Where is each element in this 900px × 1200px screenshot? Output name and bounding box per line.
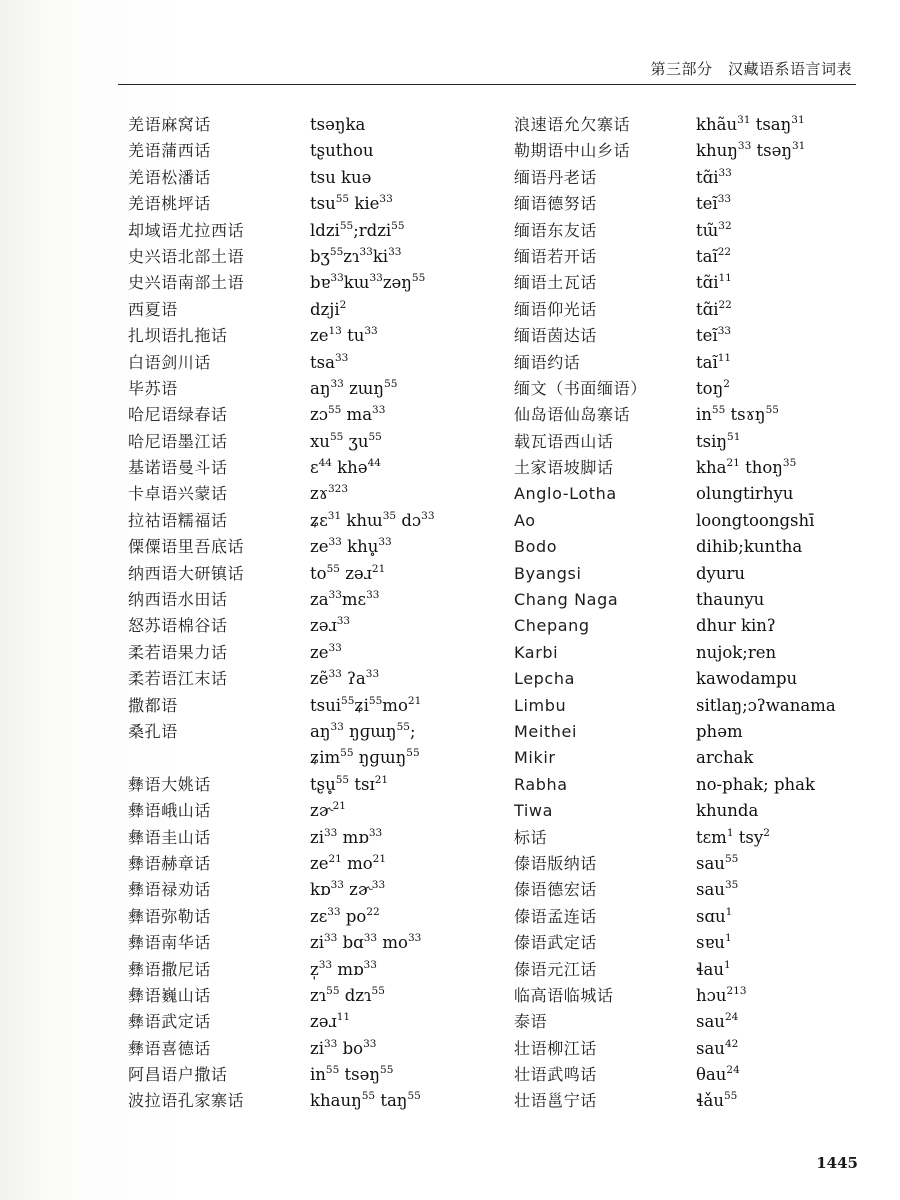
word-entry xyxy=(128,165,508,191)
word-form: $za^{33}mɛ^{33}$ xyxy=(310,589,380,610)
language-name: 羌语蒲西话 xyxy=(128,141,212,161)
language-name: Meithei xyxy=(514,721,577,741)
language-name: Byangsi xyxy=(514,563,582,583)
language-name: 羌语麻窝话 xyxy=(128,115,212,134)
word-form: $tɑ̃i^{11}$ xyxy=(696,272,732,293)
word-entry xyxy=(514,534,864,560)
word-form: sɑu$^1$ xyxy=(696,905,733,926)
language-name: 傣语版纳话 xyxy=(514,853,598,873)
word-entry xyxy=(128,534,508,560)
word-entry xyxy=(514,297,864,323)
word-form: θau$^{24}$ xyxy=(696,1064,740,1085)
word-entry xyxy=(128,587,508,613)
word-entry xyxy=(514,191,864,217)
word-entry xyxy=(514,429,864,455)
word-form: khuŋ$^{33}$ tsəŋ$^{31}$ xyxy=(696,140,806,161)
word-entry xyxy=(514,138,864,164)
word-form: zɿ$^{55}$ dzɿ$^{55}$ xyxy=(310,984,385,1005)
word-form: taĩ$^{11}$ xyxy=(696,351,732,372)
word-form: tsəŋka xyxy=(310,115,366,134)
word-form: $ze^{13}$ $tu^{33}$ xyxy=(310,325,378,346)
language-name: 扎坝语扎拖话 xyxy=(128,326,228,346)
word-entry xyxy=(514,745,864,771)
language-name: Mikir xyxy=(514,748,556,768)
word-entry xyxy=(128,561,508,587)
language-name: 傣语元江话 xyxy=(514,959,598,979)
word-form: zəɹ$^{11}$ xyxy=(310,1011,351,1032)
word-entry xyxy=(128,376,508,402)
word-entry xyxy=(514,481,864,507)
word-form: tsa$^{33}$ xyxy=(310,351,349,372)
word-entry xyxy=(514,957,864,983)
word-entry xyxy=(514,1009,864,1035)
word-entry xyxy=(128,693,508,719)
language-name: 壮语邕宁话 xyxy=(514,1091,598,1111)
language-name: 撒都语 xyxy=(128,695,178,715)
word-entry xyxy=(128,191,508,217)
word-form: $tsui^{55}ʑi^{55}mo^{21}$ xyxy=(310,694,422,715)
word-form: $ze^{33}$ khu̥$^{33}$ xyxy=(310,536,392,557)
word-entry xyxy=(514,613,864,639)
word-entry xyxy=(128,508,508,534)
language-name: 彝语喜德话 xyxy=(128,1038,212,1058)
word-entry xyxy=(514,376,864,402)
word-form: zɚ$^{21}$ xyxy=(310,800,346,821)
language-name: 拉祜语糯福话 xyxy=(128,510,228,530)
language-name: 羌语松潘话 xyxy=(128,167,212,187)
left-word-column xyxy=(128,112,508,1115)
language-name: 浪速语允欠寨话 xyxy=(514,115,631,134)
word-entry xyxy=(514,877,864,903)
running-header: 第三部分 汉藏语系语言词表 xyxy=(650,60,852,78)
word-form: $aŋ^{33}$ ŋɡɯŋ$^{55}$; xyxy=(310,720,416,741)
word-form: kha$^{21}$ thoŋ$^{35}$ xyxy=(696,457,797,478)
language-name: 柔若语果力话 xyxy=(128,642,228,662)
page-number: 1445 xyxy=(816,1154,858,1172)
word-entry xyxy=(514,112,864,138)
word-form: thaunyu xyxy=(696,590,765,610)
word-entry xyxy=(128,244,508,270)
word-entry xyxy=(514,930,864,956)
word-entry xyxy=(514,666,864,692)
language-name: 缅语土瓦话 xyxy=(514,273,598,293)
language-name: 彝语峨山话 xyxy=(128,801,212,821)
word-form: zɤ$^{323}$ xyxy=(310,483,349,504)
word-form: $to^{55}$ zəɹ$^{21}$ xyxy=(310,562,386,583)
language-name: 怒苏语棉谷话 xyxy=(128,616,228,636)
language-name: 缅语东友话 xyxy=(514,220,598,240)
word-form: toŋ$^2$ xyxy=(696,377,730,398)
word-form: phəm xyxy=(696,721,743,741)
word-entry xyxy=(128,112,508,138)
language-name: 标话 xyxy=(514,827,548,847)
word-form: tʂu̥$^{55}$ tsɪ$^{21}$ xyxy=(310,773,389,794)
word-entry xyxy=(514,508,864,534)
word-entry xyxy=(128,218,508,244)
language-name: 泰语 xyxy=(514,1012,548,1032)
language-name: 傣语武定话 xyxy=(514,933,598,953)
word-entry xyxy=(514,851,864,877)
word-entry xyxy=(514,587,864,613)
word-form: nujok;ren xyxy=(696,642,777,662)
word-form: zɔ$^{55}$ $ma^{33}$ xyxy=(310,404,386,425)
word-form: $tɑ̃i^{22}$ xyxy=(696,298,732,319)
word-form: dhur kinʔ xyxy=(696,616,776,636)
language-name: 临高语临城话 xyxy=(514,985,614,1005)
word-form: tsu$^{55}$ kie$^{33}$ xyxy=(310,193,393,214)
word-form: ʑɛ$^{31}$ khɯ$^{35}$ dɔ$^{33}$ xyxy=(310,509,435,530)
language-name: 桑孔语 xyxy=(128,721,178,741)
word-form: sau$^{24}$ xyxy=(696,1011,739,1032)
language-name: 载瓦语西山话 xyxy=(514,431,614,451)
language-name: 史兴语北部土语 xyxy=(128,246,245,266)
word-form: teĩ$^{33}$ xyxy=(696,193,732,214)
word-form: $tɑ̃i^{33}$ xyxy=(696,166,732,187)
language-name: 仙岛语仙岛寨话 xyxy=(514,405,631,425)
language-name: 缅语若开话 xyxy=(514,246,598,266)
language-name: 壮语武鸣话 xyxy=(514,1065,598,1085)
word-form: dyuru xyxy=(696,563,746,583)
word-entry xyxy=(514,218,864,244)
language-name: 波拉语孔家寨话 xyxy=(128,1091,245,1111)
language-name: 傣语孟连话 xyxy=(514,906,598,926)
language-name: 缅语仰光话 xyxy=(514,299,598,319)
word-form: khãu$^{31}$ tsaŋ$^{31}$ xyxy=(696,114,805,134)
language-name: Bodo xyxy=(514,537,558,557)
word-entry xyxy=(128,825,508,851)
language-name: 西夏语 xyxy=(128,299,178,319)
language-name: 彝语大姚话 xyxy=(128,774,212,794)
word-form: tsu kuə xyxy=(310,167,372,187)
word-form: tʂuthou xyxy=(310,141,374,161)
word-entry xyxy=(514,244,864,270)
word-form: zəɹ$^{33}$ xyxy=(310,615,351,636)
language-name: 缅文（书面缅语） xyxy=(514,378,647,398)
word-entry xyxy=(128,772,508,798)
language-name: 羌语桃坪话 xyxy=(128,194,212,214)
word-form: $aŋ^{33}$ zɯŋ$^{55}$ xyxy=(310,377,398,398)
language-name: 彝语武定话 xyxy=(128,1012,212,1032)
word-entry xyxy=(128,983,508,1009)
word-entry xyxy=(128,1088,508,1114)
language-name: 缅语丹老话 xyxy=(514,167,598,187)
language-name: 阿昌语户撒话 xyxy=(128,1065,228,1085)
word-entry xyxy=(514,350,864,376)
word-entry xyxy=(128,323,508,349)
language-name: 缅语约话 xyxy=(514,352,581,372)
language-name: 土家语坡脚话 xyxy=(514,458,614,478)
language-name: 壮语柳江话 xyxy=(514,1038,598,1058)
word-entry xyxy=(128,402,508,428)
word-form: z̩$^{33}$ mɒ$^{33}$ xyxy=(310,958,377,979)
language-name: 彝语圭山话 xyxy=(128,827,212,847)
word-form: no-phak; phak xyxy=(696,774,815,794)
language-name: 勒期语中山乡话 xyxy=(514,141,631,161)
language-name: Rabha xyxy=(514,774,568,794)
word-form: $xu^{55}$ ʒu$^{55}$ xyxy=(310,430,382,451)
language-name: 彝语撒尼话 xyxy=(128,959,212,979)
language-name: 纳西语大研镇话 xyxy=(128,563,245,583)
language-name: 傣语德宏话 xyxy=(514,880,598,900)
language-name: 彝语弥勒话 xyxy=(128,906,212,926)
word-form: sau$^{55}$ xyxy=(696,852,739,873)
language-name: Tiwa xyxy=(514,801,554,821)
word-form: $bʒ^{55}zɿ^{33}ki^{33}$ xyxy=(310,245,402,266)
word-form: olungtirhyu xyxy=(696,484,794,504)
language-name: 缅语德努话 xyxy=(514,194,598,214)
language-name: 彝语南华话 xyxy=(128,933,212,953)
word-form: sau$^{35}$ xyxy=(696,879,739,900)
word-form: taĩ$^{22}$ xyxy=(696,245,732,266)
word-entry xyxy=(128,1009,508,1035)
word-entry xyxy=(514,640,864,666)
word-entry xyxy=(128,270,508,296)
word-form: kawodampu xyxy=(696,669,798,689)
word-form: $in^{55}$ tsəŋ$^{55}$ xyxy=(310,1064,394,1085)
language-name: Chepang xyxy=(514,616,590,636)
language-name: 白语剑川话 xyxy=(128,352,212,372)
language-name: Limbu xyxy=(514,695,567,715)
word-entry xyxy=(514,455,864,481)
word-form: archak xyxy=(696,748,754,768)
word-form: teĩ$^{33}$ xyxy=(696,325,732,346)
word-entry xyxy=(128,350,508,376)
word-form: ɬǎu$^{55}$ xyxy=(696,1090,738,1111)
word-form: zɛ$^{33}$ $po^{22}$ xyxy=(310,905,380,926)
word-entry xyxy=(128,429,508,455)
word-form: $zi^{33}$ $bo^{33}$ xyxy=(310,1037,377,1058)
word-entry xyxy=(128,455,508,481)
language-name: 却域语尤拉西话 xyxy=(128,220,245,240)
language-name: 彝语巍山话 xyxy=(128,985,212,1005)
language-name: Karbi xyxy=(514,642,559,662)
language-name: 哈尼语绿春话 xyxy=(128,405,228,425)
word-form: dzji$^2$ xyxy=(310,298,347,319)
word-entry xyxy=(128,481,508,507)
language-name: 卡卓语兴蒙话 xyxy=(128,484,228,504)
word-entry xyxy=(514,1062,864,1088)
word-entry xyxy=(128,138,508,164)
word-entry xyxy=(128,745,508,771)
word-form: bɐ$^{33}$kɯ$^{33}$zəŋ$^{55}$ xyxy=(310,272,426,293)
language-name: 纳西语水田话 xyxy=(128,590,228,610)
language-name: 彝语禄劝话 xyxy=(128,880,212,900)
word-entry xyxy=(128,798,508,824)
word-entry xyxy=(128,666,508,692)
language-name: 傈僳语里吾底话 xyxy=(128,537,245,557)
word-form: kɒ$^{33}$ zɚ$^{33}$ xyxy=(310,879,386,900)
word-form: ɛ$^{44}$ khə$^{44}$ xyxy=(310,457,381,478)
word-form: $in^{55}$ tsɤŋ$^{55}$ xyxy=(696,404,779,425)
language-name: 柔若语江末话 xyxy=(128,669,228,689)
word-entry xyxy=(514,402,864,428)
language-name: Ao xyxy=(514,510,536,530)
language-name: 毕苏语 xyxy=(128,378,178,398)
word-form: ldzi$^{55}$;rdzi$^{55}$ xyxy=(310,219,405,240)
word-entry xyxy=(514,1088,864,1114)
word-form: khauŋ$^{55}$ taŋ$^{55}$ xyxy=(310,1090,421,1111)
word-entry xyxy=(514,983,864,1009)
language-name: 哈尼语墨江话 xyxy=(128,431,228,451)
word-entry xyxy=(128,904,508,930)
word-entry xyxy=(514,825,864,851)
language-name: 彝语赫章话 xyxy=(128,853,212,873)
right-word-column xyxy=(514,112,864,1115)
word-entry xyxy=(514,693,864,719)
word-entry xyxy=(514,561,864,587)
word-form: tsiŋ$^{51}$ xyxy=(696,430,741,451)
language-name: 基诺语曼斗话 xyxy=(128,458,228,478)
word-entry xyxy=(128,297,508,323)
word-entry xyxy=(514,772,864,798)
word-entry xyxy=(514,323,864,349)
language-name: 史兴语南部土语 xyxy=(128,273,245,293)
word-entry xyxy=(514,798,864,824)
word-form: hɔu$^{213}$ xyxy=(696,984,747,1005)
header-rule xyxy=(118,84,856,85)
word-form: loongtoongshī xyxy=(696,510,815,530)
word-entry xyxy=(128,851,508,877)
word-form: $zi^{33}$ mɒ$^{33}$ xyxy=(310,826,383,847)
word-entry xyxy=(128,1036,508,1062)
word-entry xyxy=(128,613,508,639)
word-entry xyxy=(128,930,508,956)
word-entry xyxy=(128,640,508,666)
language-name: Lepcha xyxy=(514,669,575,689)
word-form: ʑim$^{55}$ ŋɡɯŋ$^{55}$ xyxy=(310,747,420,768)
word-entry xyxy=(128,877,508,903)
word-form: ɬau$^1$ xyxy=(696,958,731,979)
word-entry xyxy=(514,165,864,191)
word-entry xyxy=(514,270,864,296)
language-name: 缅语茵达话 xyxy=(514,326,598,346)
word-form: tɯ̃$^{32}$ xyxy=(696,219,732,240)
word-entry xyxy=(514,719,864,745)
word-entry xyxy=(128,719,508,745)
word-form: tɛm$^1$ tsy$^2$ xyxy=(696,826,770,847)
word-form: zẽ$^{33}$ ʔa$^{33}$ xyxy=(310,668,380,689)
word-form: sau$^{42}$ xyxy=(696,1037,739,1058)
word-entry xyxy=(514,1036,864,1062)
word-form: $ze^{21}$ $mo^{21}$ xyxy=(310,852,387,873)
word-form: khunda xyxy=(696,801,759,821)
word-entry xyxy=(128,957,508,983)
language-name: Anglo-Lotha xyxy=(514,484,617,504)
word-form: sɐu$^1$ xyxy=(696,932,732,953)
language-name: Chang Naga xyxy=(514,590,619,610)
word-form: sitlaŋ;ɔʔwanama xyxy=(696,695,836,715)
word-entry xyxy=(128,1062,508,1088)
word-form: $zi^{33}$ bɑ$^{33}$ $mo^{33}$ xyxy=(310,932,422,953)
word-entry xyxy=(514,904,864,930)
word-form: dihib;kuntha xyxy=(696,537,803,557)
word-form: $ze^{33}$ xyxy=(310,641,342,662)
